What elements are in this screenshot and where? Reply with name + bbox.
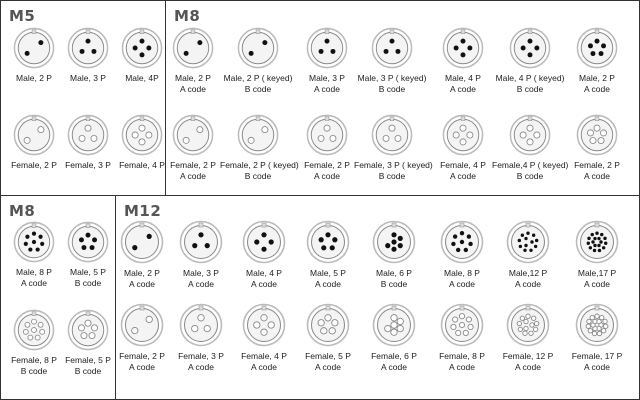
connector-label: Female, 5 P <box>65 355 111 365</box>
connector-label: Female, 3 P <box>178 351 224 361</box>
connector-label: Female, 2 P <box>11 160 57 170</box>
connector-label: Male,12 P <box>508 268 548 278</box>
connector-item <box>559 114 635 181</box>
connector-code: B code <box>74 278 102 288</box>
connector-code: B code <box>378 171 406 181</box>
male-2-pin-keyed-icon <box>237 27 279 69</box>
connector-item <box>354 27 430 94</box>
connector-code: B code <box>20 366 48 376</box>
male-17-pin-icon <box>575 220 619 264</box>
connector-label: Female, 4 P <box>119 160 165 170</box>
connector-label: Male, 4 P <box>246 268 282 278</box>
female-2-pin-icon <box>120 303 164 347</box>
male-4-pin-keyed-icon <box>509 27 551 69</box>
connector-code: A code <box>314 171 340 181</box>
connector-label: Male, 3 P <box>70 73 106 83</box>
connector-code: B code <box>74 366 102 376</box>
male-4-pin-icon <box>442 27 484 69</box>
male-2-pin-icon <box>120 220 164 264</box>
connector-item <box>220 114 299 181</box>
connector-item <box>490 303 566 372</box>
connector-code: A code <box>180 171 206 181</box>
connector-code: A code <box>584 84 610 94</box>
male-2-pin-icon <box>13 27 55 69</box>
connector-code: B code <box>516 171 544 181</box>
connector-label: Female,4 P ( keyed) <box>492 160 569 170</box>
female-4-pin-icon <box>242 303 286 347</box>
connector-item <box>290 303 366 372</box>
connector-code: A code <box>449 362 475 372</box>
connector-label: Male, 8 P <box>444 268 480 278</box>
connector-label: Female, 5 P <box>305 351 351 361</box>
connector-label: Male, 3 P ( keyed) <box>357 73 427 83</box>
connector-item <box>492 114 568 181</box>
panel-title: M12 <box>124 202 162 220</box>
connector-code: A code <box>314 84 340 94</box>
connector-code: A code <box>515 279 541 289</box>
connector-code: A code <box>129 362 155 372</box>
female-5-pin-icon <box>306 303 350 347</box>
male-3-pin-icon <box>306 27 348 69</box>
connector-code: B code <box>244 84 272 94</box>
connector-item <box>425 27 501 94</box>
panel-title: M8 <box>174 7 201 25</box>
connector-code: A code <box>188 279 214 289</box>
connector-label: Male, 3 P <box>183 268 219 278</box>
connector-item <box>356 303 432 372</box>
connector-item <box>490 220 566 289</box>
connector-item <box>220 27 296 94</box>
connector-label: Male, 4 P ( keyed) <box>495 73 565 83</box>
connector-code: B code <box>380 279 408 289</box>
connector-label: Male, 4P <box>125 73 159 83</box>
connector-label: Female, 3 P ( keyed) <box>354 160 433 170</box>
male-8-pin-icon <box>440 220 484 264</box>
female-12-pin-icon <box>506 303 550 347</box>
connector-label: Female, 4 P <box>440 160 486 170</box>
connector-label: Female, 17 P <box>571 351 623 361</box>
connector-code: A code <box>584 171 610 181</box>
connector-item <box>424 220 500 289</box>
connector-code: A code <box>515 362 541 372</box>
male-2-pin-icon <box>576 27 618 69</box>
female-4-pin-icon <box>442 114 484 156</box>
female-8-pin-icon <box>13 309 55 351</box>
male-4-pin-icon <box>242 220 286 264</box>
female-8-pin-icon <box>440 303 484 347</box>
male-8-pin-icon <box>13 221 55 263</box>
connector-item <box>559 303 635 372</box>
male-3-pin-icon <box>179 220 223 264</box>
connector-label: Male, 2 P <box>579 73 615 83</box>
connector-code: B code <box>378 84 406 94</box>
connector-code: B code <box>244 171 272 181</box>
male-5-pin-icon <box>306 220 350 264</box>
female-2-pin-icon <box>306 114 348 156</box>
female-4-pin-keyed-icon <box>509 114 551 156</box>
connector-label: Female, 4 P <box>241 351 287 361</box>
female-3-pin-keyed-icon <box>371 114 413 156</box>
connector-label: Female, 3 P <box>65 160 111 170</box>
connector-code: A code <box>450 84 476 94</box>
female-6-pin-icon <box>372 303 416 347</box>
connector-code: B code <box>516 84 544 94</box>
connector-code: A code <box>315 279 341 289</box>
connector-label: Female, 2 P <box>119 351 165 361</box>
connector-item <box>425 114 501 181</box>
female-3-pin-icon <box>67 114 109 156</box>
connector-item <box>354 114 433 181</box>
connector-code: A code <box>251 362 277 372</box>
connector-code: A code <box>251 279 277 289</box>
connector-label: Male, 2 P <box>16 73 52 83</box>
connector-item <box>559 27 635 94</box>
female-5-pin-icon <box>67 309 109 351</box>
male-3-pin-keyed-icon <box>371 27 413 69</box>
connector-code: A code <box>381 362 407 372</box>
connector-label: Male, 2 P <box>175 73 211 83</box>
connector-label: Female, 2 P <box>574 160 620 170</box>
connector-code: A code <box>129 279 155 289</box>
connector-code: A code <box>584 362 610 372</box>
male-12-pin-icon <box>506 220 550 264</box>
male-3-pin-icon <box>67 27 109 69</box>
connector-item <box>559 220 635 289</box>
connector-label: Male, 3 P <box>309 73 345 83</box>
panel-title: M8 <box>9 202 36 220</box>
connector-label: Female, 8 P <box>11 355 57 365</box>
connector-label: Male, 5 P <box>70 267 106 277</box>
connector-label: Female, 6 P <box>371 351 417 361</box>
male-6-pin-icon <box>372 220 416 264</box>
connector-code: A code <box>584 279 610 289</box>
connector-label: Male, 4 P <box>445 73 481 83</box>
connector-item <box>424 303 500 372</box>
connector-label: Female, 12 P <box>502 351 554 361</box>
female-2-pin-icon <box>172 114 214 156</box>
female-2-pin-icon <box>13 114 55 156</box>
connector-code: A code <box>21 278 47 288</box>
connector-label: Female, 8 P <box>439 351 485 361</box>
panel-title: M5 <box>9 7 36 25</box>
female-2-pin-icon <box>576 114 618 156</box>
connector-code: A code <box>450 171 476 181</box>
connector-label: Male, 8 P <box>16 267 52 277</box>
female-17-pin-icon <box>575 303 619 347</box>
connector-label: Female, 2 P ( keyed) <box>220 160 299 170</box>
connector-item <box>492 27 568 94</box>
connector-item <box>356 220 432 289</box>
connector-label: Male,17 P <box>577 268 617 278</box>
connector-label: Female, 2 P <box>170 160 216 170</box>
connector-label: Female, 2 P <box>304 160 350 170</box>
connector-item <box>290 220 366 289</box>
connector-code: A code <box>180 84 206 94</box>
male-2-pin-icon <box>172 27 214 69</box>
connector-code: A code <box>449 279 475 289</box>
male-5-pin-icon <box>67 221 109 263</box>
connector-label: Male, 2 P <box>124 268 160 278</box>
connector-code: A code <box>188 362 214 372</box>
female-2-pin-keyed-icon <box>237 114 279 156</box>
connector-label: Male, 6 P <box>376 268 412 278</box>
connector-code: A code <box>315 362 341 372</box>
connector-label: Male, 5 P <box>310 268 346 278</box>
female-3-pin-icon <box>179 303 223 347</box>
connector-label: Male, 2 P ( keyed) <box>223 73 293 83</box>
